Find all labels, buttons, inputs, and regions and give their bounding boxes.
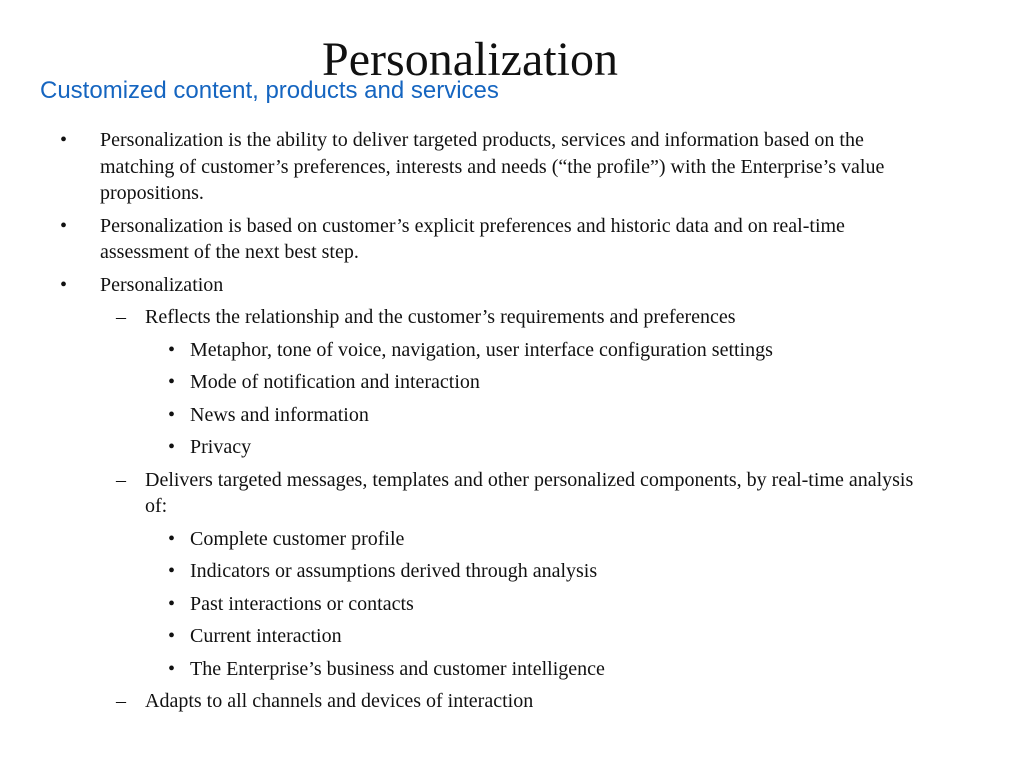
sub-sub-item-text: Indicators or assumptions derived through analysis	[190, 560, 598, 582]
bullet-marker: •	[60, 214, 68, 237]
bullet-marker: •	[168, 592, 176, 615]
sub-sub-item	[0, 623, 930, 650]
sub-item-text: Adapts to all channels and devices of interaction	[145, 690, 534, 712]
sub-sub-item-text: Complete customer profile	[190, 527, 405, 550]
bullet-marker: •	[168, 560, 176, 582]
sub-item	[0, 304, 925, 331]
bullet-marker: •	[168, 436, 176, 458]
bullet-marker: •	[168, 657, 176, 680]
sub-sub-item-text: News and information	[190, 403, 369, 426]
sub-sub-item	[0, 369, 930, 396]
bullet-text: Personalization is the ability to deliver targeted products, services and information based on the matching of customer’s preferences, interests and needs (“the profile”) with the Enterprise’s value propositions.	[100, 129, 885, 204]
sub-sub-item	[0, 434, 930, 461]
bullet-text: Personalization is based on customer’s explicit preferences and historic data and on real-time assessment of the next best step.	[100, 214, 845, 263]
bullet-marker: •	[60, 273, 68, 296]
sub-item-text: Delivers targeted messages, templates and other personalized components, by real-time analysis of:	[145, 468, 914, 517]
bullet-item	[0, 213, 920, 266]
sub-item	[0, 688, 925, 715]
sub-sub-item-text: Metaphor, tone of voice, navigation, user interface configuration settings	[190, 338, 773, 361]
sub-sub-item-text: The Enterprise’s business and customer intelligence	[190, 657, 605, 680]
sub-sub-item-text: Privacy	[190, 436, 252, 458]
bullet-marker: •	[168, 403, 176, 426]
slide-title: Personalization	[322, 33, 618, 86]
bullet-marker: •	[168, 338, 176, 361]
sub-sub-item	[0, 337, 930, 364]
sub-item-text: Reflects the relationship and the customer’s requirements and preferences	[145, 306, 736, 328]
sub-sub-item-text: Current interaction	[190, 625, 342, 647]
dash-marker: –	[116, 306, 126, 328]
sub-sub-item	[0, 402, 930, 429]
sub-item	[0, 467, 925, 520]
sub-sub-item	[0, 591, 930, 618]
bullet-marker: •	[168, 527, 176, 550]
sub-sub-item	[0, 656, 930, 683]
sub-sub-item-text: Past interactions or contacts	[190, 592, 414, 615]
sub-sub-item	[0, 526, 930, 553]
dash-marker: –	[116, 468, 126, 491]
slide-subtitle: Customized content, products and services	[40, 77, 499, 104]
sub-sub-item	[0, 558, 930, 585]
bullet-marker: •	[168, 371, 176, 393]
bullet-item	[0, 127, 920, 207]
dash-marker: –	[116, 690, 126, 712]
bullet-list	[0, 127, 1024, 721]
sub-sub-item-text: Mode of notification and interaction	[190, 371, 480, 393]
bullet-marker: •	[60, 129, 68, 151]
bullet-text: Personalization	[100, 273, 224, 296]
bullet-item	[0, 272, 920, 299]
bullet-marker: •	[168, 625, 176, 647]
